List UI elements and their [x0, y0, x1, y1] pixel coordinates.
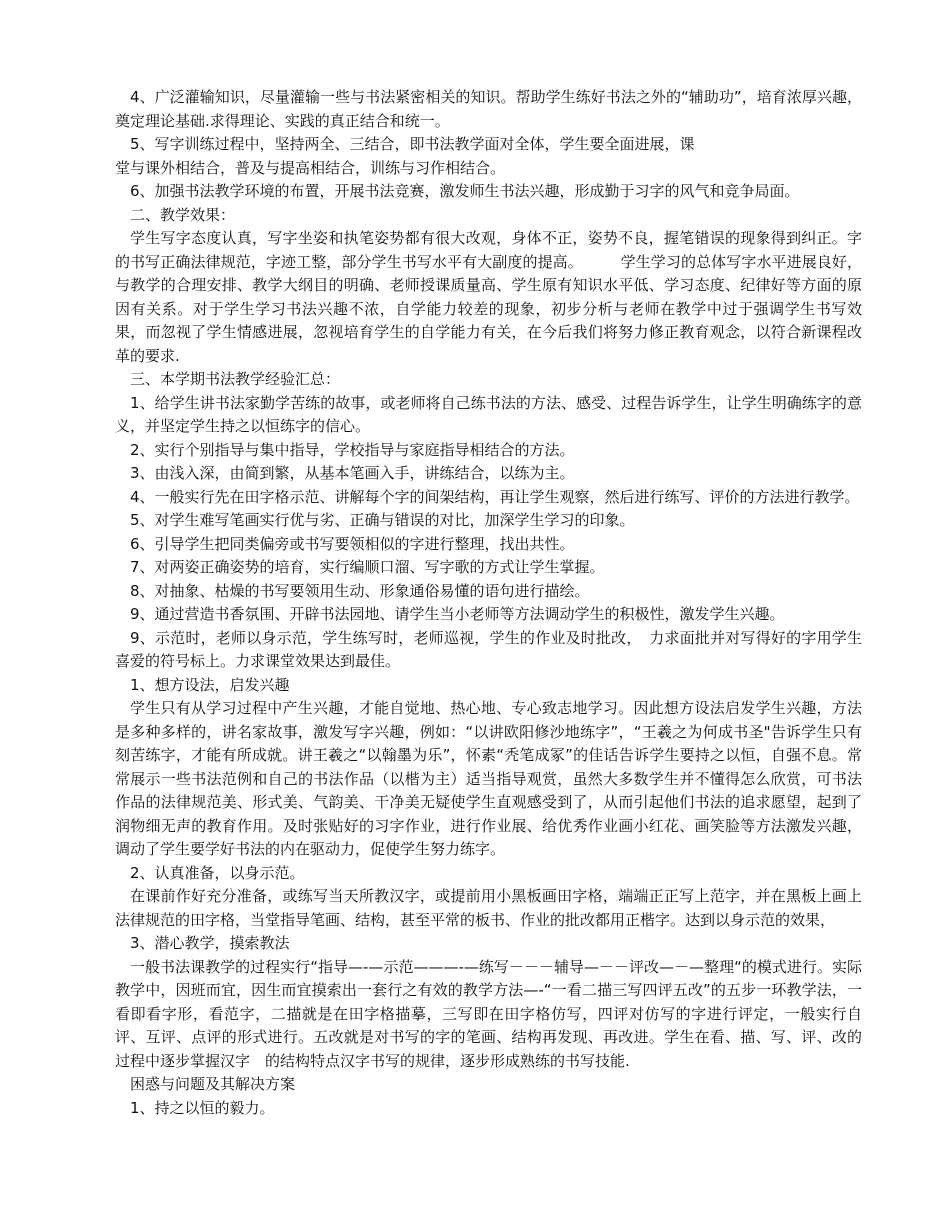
- list-item: 1、持之以恒的毅力。: [130, 1098, 275, 1117]
- paragraph: 5、写字训练过程中，坚持两全、三结合，即书法教学面对全体，学生要全面进展，课: [130, 135, 695, 153]
- list-item: 8、对抽象、枯燥的书写要领用生动、形象通俗易懂的语句进行描绘。: [130, 581, 590, 600]
- list-item: 6、引导学生把同类偏旁或书写要领相似的字进行整理，找出共性。: [130, 534, 575, 553]
- list-item: 7、对两姿正确姿势的培育，实行编顺口溜、写字歌的方式让学生掌握。: [130, 558, 605, 576]
- list-item: 1、给学生讲书法家勤学苦练的故事，或老师将自己练书法的方法、感受、过程告诉学生，让学生明确练字的意义，并坚定学生持之以恒练字的信心。: [115, 393, 862, 435]
- paragraph: 堂与课外相结合，普及与提高相结合，训练与习作相结合。: [115, 158, 506, 177]
- paragraph: 6、加强书法教学环境的布置，开展书法竞赛，激发师生书法兴趣，形成勤于习字的风气和竞争局面。: [130, 182, 800, 200]
- subsection-heading: 2、认真准备，以身示范。: [130, 863, 305, 882]
- list-item: 3、由浅入深，由简到繁，从基本笔画入手，讲练结合，以练为主。: [130, 464, 575, 482]
- paragraph: 在课前作好充分准备，或练写当天所教汉字，或提前用小黑板画田字格，端端正正写上范字，并在黑板上画上法律规范的田字格，当堂指导笔画、结构，甚至平常的板书、作业的批改都用正楷字。达到以身示范的效果，: [115, 887, 862, 929]
- subsection-heading: 3、潜心教学，摸索教法: [130, 934, 290, 952]
- section-heading: 三、本学期书法教学经验汇总：: [130, 370, 341, 388]
- subsection-heading: 1、想方设法，启发兴趣: [130, 675, 290, 694]
- paragraph: 一般书法课教学的过程实行“指导—-—示范———-—练写－－－辅导—－－评改—－—整理“的模式进行。实际教学中，因班而宜，因生而宜摸索出一套行之有效的教学方法—-“一看二描三写四评五改”的五步一环教学法，一看即看字形，看范字，二描就是在田字格描摹，三写即在田字格仿写，四评对仿写的字进行评定，一般实行自评、互评、点评的形式进行。五改就是对书写的字的笔画、结构再发现、再改进。学生在看、描、写、评、改的过程中逐步掌握汉字 的结构特点汉字书写的规律，逐步形成熟练的书写技能.: [115, 957, 862, 1070]
- paragraph: 4、广泛灌输知识，尽量灌输一些与书法紧密相关的知识。帮助学生练好书法之外的“辅助功”，培育浓厚兴趣，奠定理论基础.求得理论、实践的真正结合和统一。: [115, 88, 862, 130]
- section-heading: 二、教学效果：: [130, 205, 236, 224]
- list-item: 5、对学生难写笔画实行优与劣、正确与错误的对比，加深学生学习的印象。: [130, 511, 635, 529]
- list-item: 2、实行个别指导与集中指导，学校指导与家庭指导相结合的方法。: [130, 440, 575, 459]
- paragraph: 学生只有从学习过程中产生兴趣，才能自觉地、热心地、专心致志地学习。因此想方设法启发学生兴趣，方法是多种多样的，讲名家故事，激发写字兴趣，例如：“以讲欧阳修沙地练字”，“王羲之为何成书圣"告诉学生只有刻苦练字，才能有所成就。讲王羲之“以翰墨为乐”，怀素“秃笔成冢”的佳话告诉学生要持之以恒，自强不息。常常展示一些书法范例和自己的书法作品（以楷为主）适当指导观赏，虽然大多数学生并不懂得怎么欣赏，可书法作品的法律规范美、形式美、气韵美、干净美无疑使学生直观感受到了，从而引起他们书法的追求愿望，起到了润物细无声的教育作用。及时张贴好的习字作业，进行作业展、给优秀作业画小红花、画笑脸等方法激发兴趣，调动了学生要学好书法的内在驱动力，促使学生努力练字。: [115, 699, 862, 858]
- list-item: 9、示范时，老师以身示范，学生练写时，老师巡视，学生的作业及时批改， 力求面批并对写得好的字用学生喜爱的符号标上。力求课堂效果达到最佳。: [115, 628, 862, 670]
- section-heading: 困惑与问题及其解决方案: [130, 1075, 296, 1093]
- paragraph: 学生写字态度认真，写字坐姿和执笔姿势都有很大改观，身体不正，姿势不良，握笔错误的现象得到纠正。字的书写正确法律规范，字迹工整，部分学生书写水平有大副度的提高。 学生学习的总体写字水平进展良好，与教学的合理安排、教学大纲目的明确、老师授课质量高、学生原有知识水平低、学习态度、纪律好等方面的原因有关系。对于学生学习书法兴趣不浓，自学能力较差的现象，初步分析与老师在教学中过于强调学生书写效果，而忽视了学生情感进展，忽视培育学生的自学能力有关，在今后我们将努力修正教育观念，以符合新课程改革的要求.: [115, 229, 862, 365]
- list-item: 4、一般实行先在田字格示范、讲解每个字的间架结构，再让学生观察，然后进行练写、评价的方法进行教学。: [130, 487, 860, 506]
- list-item: 9、通过营造书香氛围、开辟书法园地、请学生当小老师等方法调动学生的积极性，激发学生兴趣。: [130, 605, 785, 623]
